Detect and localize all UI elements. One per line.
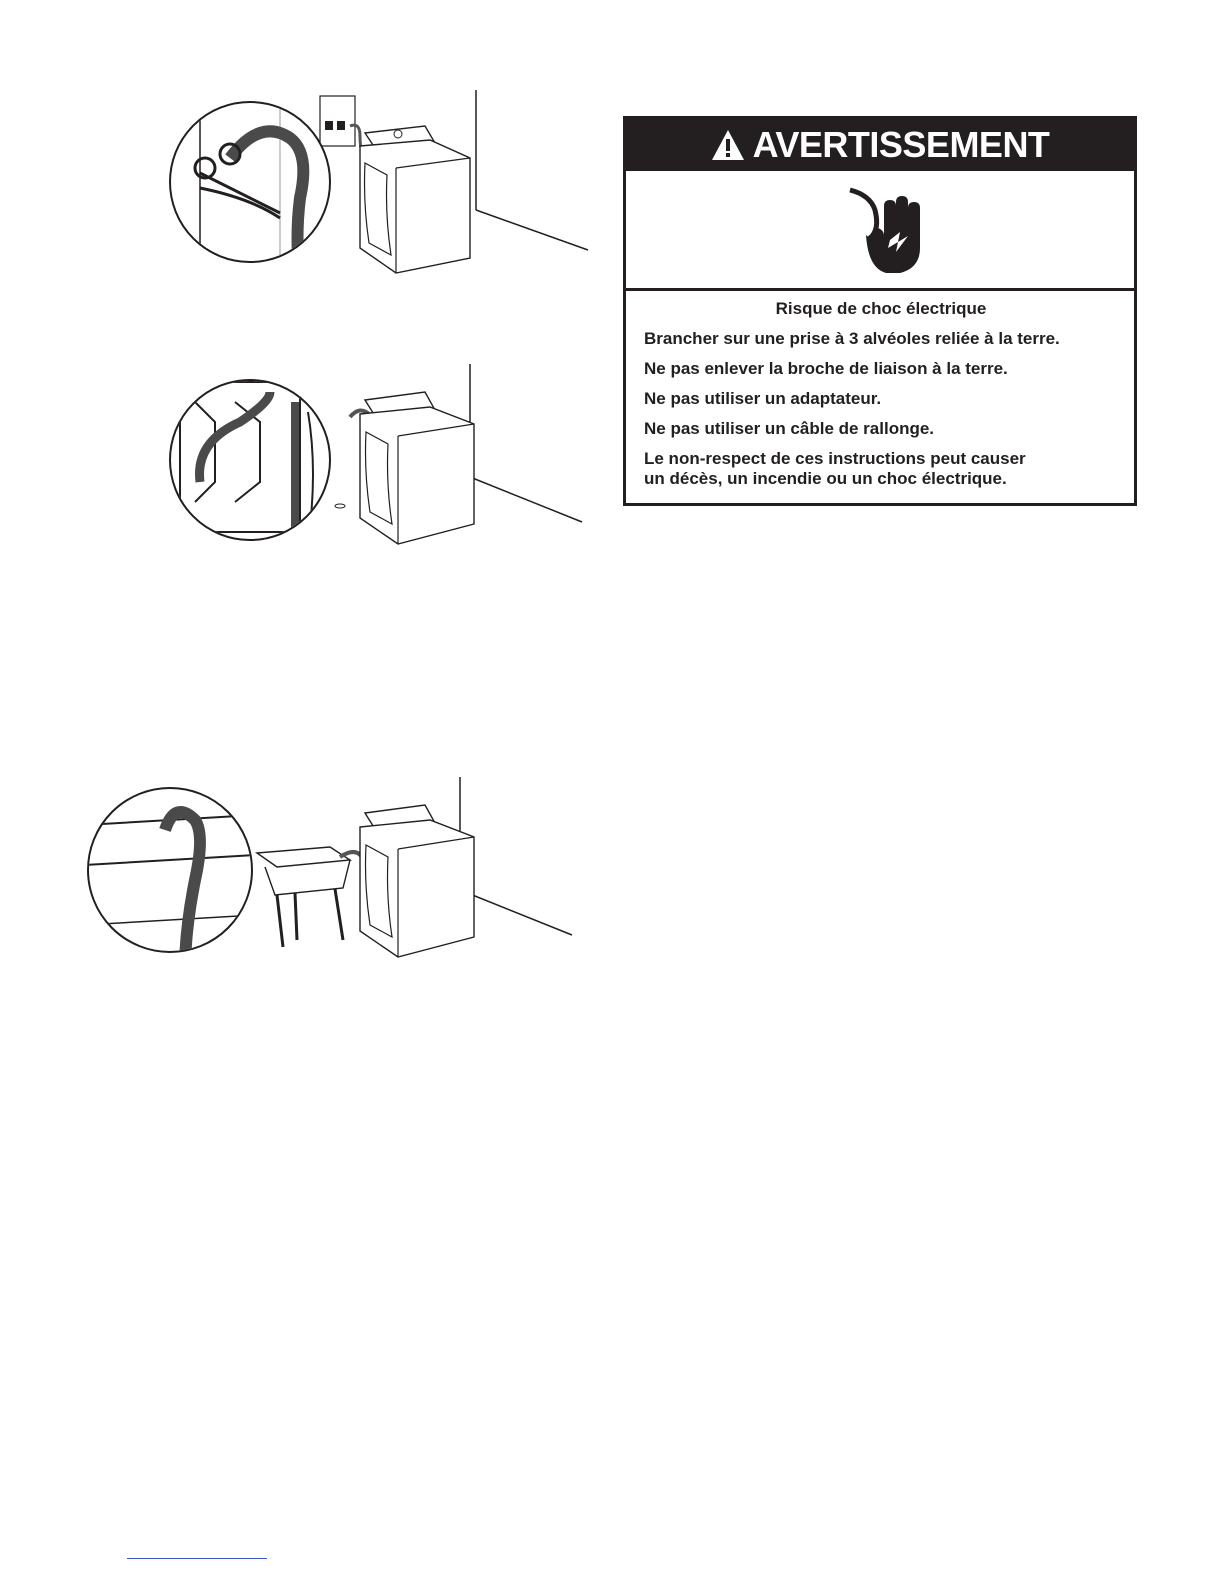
illustration-hose-standpipe <box>160 362 600 562</box>
illustration-hose-faucets <box>160 88 600 283</box>
warning-risk: Risque de choc électrique <box>775 299 987 318</box>
warning-title: AVERTISSEMENT <box>752 124 1050 165</box>
washer-icon <box>360 126 470 273</box>
warning-box <box>623 116 1137 506</box>
electric-shock-hand-icon <box>830 180 930 280</box>
warning-consequence: Le non-respect de ces instructions peut causer un décès, un incendie ou un choc électrique. <box>644 449 1026 488</box>
washer-icon <box>360 805 474 957</box>
warning-line: Ne pas utiliser un câble de rallonge. <box>644 419 935 438</box>
warning-line: Brancher sur une prise à 3 alvéoles reliée à la terre. <box>644 329 1060 348</box>
warning-icon-row <box>626 171 1134 291</box>
illustration-hose-laundry-tub <box>85 775 580 965</box>
warning-body <box>626 291 1134 489</box>
warning-line: Ne pas enlever la broche de liaison à la terre. <box>644 359 1008 378</box>
footer-rule <box>127 1558 267 1559</box>
warning-triangle-icon <box>711 129 745 161</box>
warning-line: Ne pas utiliser un adaptateur. <box>644 389 882 408</box>
washer-icon <box>360 392 474 544</box>
warning-header <box>626 119 1134 171</box>
